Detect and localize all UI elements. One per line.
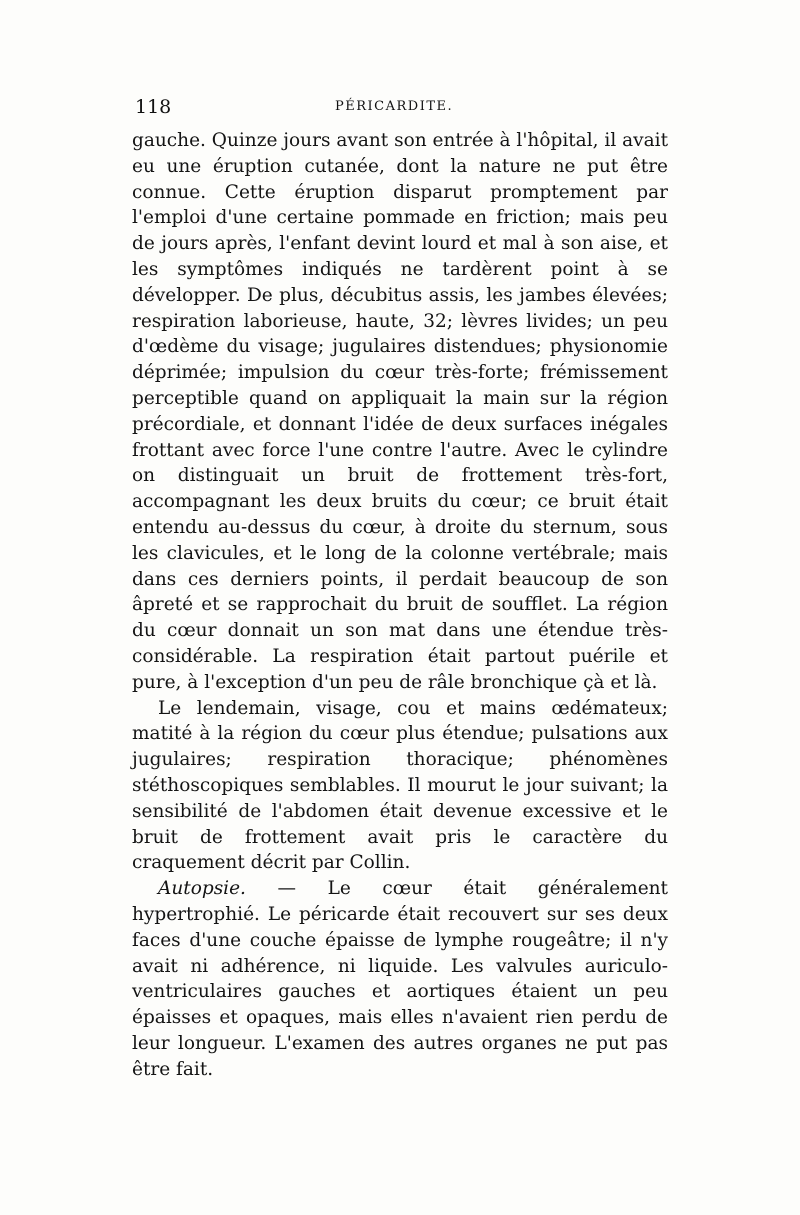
- autopsy-label: Autopsie.: [158, 878, 246, 900]
- paragraph-case-history: gauche. Quinze jours avant son entrée à l'hôpital, il avait eu une éruption cutanée, dont la nature ne put être connue. Cette éruption disparut promptement par l'emploi d'une certaine pommade en friction; mais peu de jours après, l'enfant devint lourd et mal à son aise, et les symptômes indiqués ne tardèrent point à se développer. De plus, décubitus assis, les jambes élevées; respiration laborieuse, haute, 32; lèvres livides; un peu d'œdème du visage; jugulaires distendues; physionomie déprimée; impulsion du cœur très-forte; frémissement perceptible quand on appliquait la main sur la région précordiale, et donnant l'idée de deux surfaces inégales frottant avec force l'une contre l'autre. Avec le cylindre on distinguait un bruit de frottement très-fort, accompagnant les deux bruits du cœur; ce bruit était entendu au-dessus du cœur, à droite du sternum, sous les clavicules, et le long de la colonne vertébrale; mais dans ces derniers points, il perdait beaucoup de son âpreté et se rapprochait du bruit de soufflet. La région du cœur donnait un son mat dans une étendue très-considérable. La respiration était partout puérile et pure, à l'exception d'un peu de râle bronchique çà et là.: [132, 130, 668, 693]
- body-text: [132, 128, 668, 1082]
- paragraph-autopsy: [132, 876, 668, 1082]
- running-title: PÉRICARDITE.: [335, 99, 454, 114]
- page-header: [135, 96, 675, 118]
- page-number: 118: [135, 96, 172, 118]
- paragraph-following-day: Le lendemain, visage, cou et mains œdémateux; matité à la région du cœur plus étendue; pulsations aux jugulaires; respiration thoracique; phénomènes stéthoscopiques semblables. Il mourut le jour suivant; la sensibilité de l'abdomen était devenue excessive et le bruit de frottement avait pris le caractère du craquement décrit par Collin.: [132, 697, 668, 874]
- autopsy-text: — Le cœur était généralement hypertrophié. Le péricarde était recouvert sur ses deux faces d'une couche épaisse de lymphe rougeâtre; il n'y avait ni adhérence, ni liquide. Les valvules auriculo-ventriculaires gauches et aortiques étaient un peu épaisses et opaques, mais elles n'avaient rien perdu de leur longueur. L'examen des autres organes ne put pas être fait.: [132, 878, 668, 1080]
